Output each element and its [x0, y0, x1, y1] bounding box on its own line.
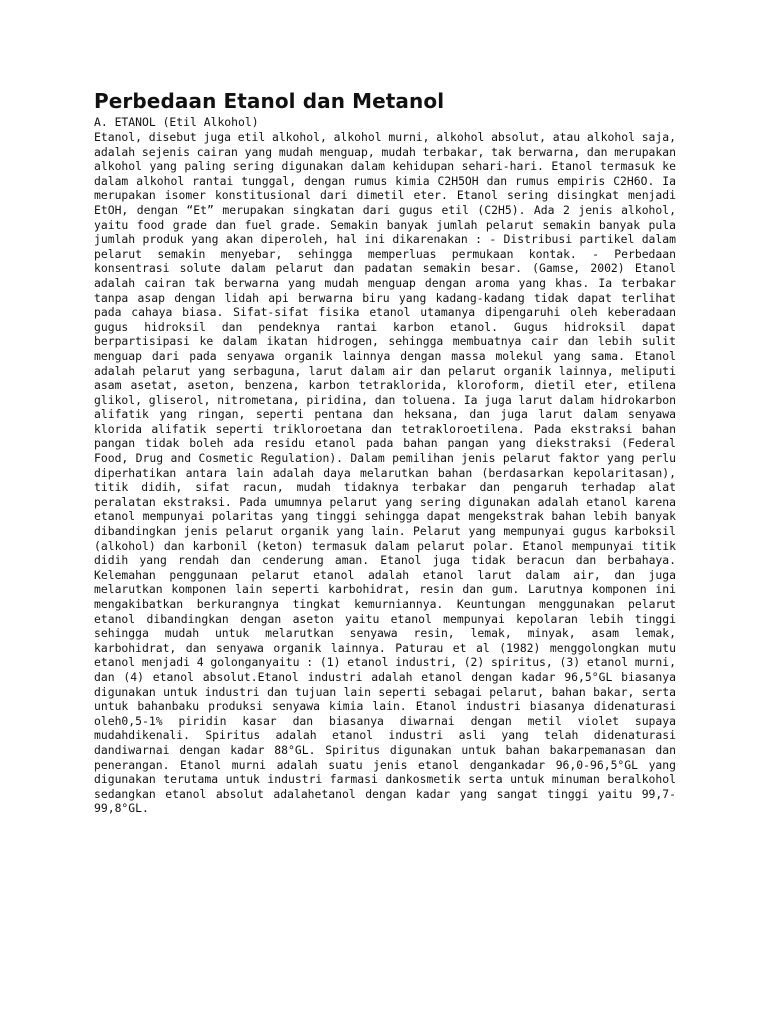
- section-heading: A. ETANOL (Etil Alkohol): [94, 115, 259, 129]
- body-paragraph: Etanol, disebut juga etil alkohol, alkohol murni, alkohol absolut, atau alkohol saja, adalah sejenis cairan yang mudah menguap, mudah terbakar, tak berwarna, dan merupakan alkohol yang paling sering digunakan dalam kehidupan sehari-hari. Etanol termasuk ke dalam alkohol rantai tunggal, dengan rumus kimia C2H5OH dan rumus empiris C2H6O. Ia merupakan isomer konstitusional dari dimetil eter. Etanol sering disingkat menjadi EtOH, dengan “Et” merupakan singkatan dari gugus etil (C2H5). Ada 2 jenis alkohol, yaitu food grade dan fuel grade. Semakin banyak jumlah pelarut semakin banyak pula jumlah produk yang akan diperoleh, hal ini dikarenakan : - Distribusi partikel dalam pelarut semakin menyebar, sehingga memperluas permukaan kontak. - Perbedaan konsentrasi solute dalam pelarut dan padatan semakin besar. (Gamse, 2002) Etanol adalah cairan tak berwarna yang mudah menguap dengan aroma yang khas. Ia terbakar tanpa asap dengan lidah api berwarna biru yang kadang-kadang tidak dapat terlihat pada cahaya biasa. Sifat-sifat fisika etanol utamanya dipengaruhi oleh keberadaan gugus hidroksil dan pendeknya rantai karbon etanol. Gugus hidroksil dapat berpartisipasi ke dalam ikatan hidrogen, sehingga membuatnya cair dan lebih sulit menguap dari pada senyawa organik lainnya dengan massa molekul yang sama. Etanol adalah pelarut yang serbaguna, larut dalam air dan pelarut organik lainnya, meliputi asam asetat, aseton, benzena, karbon tetraklorida, kloroform, dietil eter, etilena glikol, gliserol, nitrometana, piridina, dan toluena. Ia juga larut dalam hidrokarbon alifatik yang ringan, seperti pentana dan heksana, dan juga larut dalam senyawa klorida alifatik seperti trikloroetana dan tetrakloroetilena. Pada ekstraksi bahan pangan tidak boleh ada residu etanol pada bahan pangan yang diekstraksi (Federal Food, Drug and Cosmetic Regulation). Dalam pemilihan jenis pelarut faktor yang perlu diperhatikan antara lain adalah daya melarutkan bahan (berdasarkan kepolaritasan), titik didih, sifat racun, mudah tidaknya terbakar dan pengaruh terhadap alat peralatan ekstraksi. Pada umumnya pelarut yang sering digunakan adalah etanol karena etanol mempunyai polaritas yang tinggi sehingga dapat mengekstrak bahan lebih banyak dibandingkan jenis pelarut organik yang lain. Pelarut yang mempunyai gugus karboksil (alkohol) dan karbonil (keton) termasuk dalam pelarut polar. Etanol mempunyai titik didih yang rendah dan cenderung aman. Etanol juga tidak beracun dan berbahaya. Kelemahan penggunaan pelarut etanol adalah etanol larut dalam air, dan juga melarutkan komponen lain seperti karbohidrat, resin dan gum. Larutnya komponen ini mengakibatkan berkurangnya tingkat kemurniannya. Keuntungan menggunakan pelarut etanol dibandingkan dengan aseton yaitu etanol mempunyai kepolaran lebih tinggi sehingga mudah untuk melarutkan senyawa resin, lemak, minyak, asam lemak, karbohidrat, dan senyawa organik lainnya. Paturau et al (1982) menggolongkan mutu etanol menjadi 4 golonganyaitu : (1) etanol industri, (2) spiritus, (3) etanol murni, dan (4) etanol absolut.Etanol industri adalah etanol dengan kadar 96,5°GL biasanya digunakan untuk industri dan tujuan lain seperti sebagai pelarut, bahan bakar, serta untuk bahanbaku produksi senyawa kimia lain. Etanol industri biasanya didenaturasi oleh0,5-1% piridin kasar dan biasanya diwarnai dengan metil violet supaya mudahdikenali. Spiritus adalah etanol industri asli yang telah didenaturasi dandiwarnai dengan kadar 88°GL. Spiritus digunakan untuk bahan bakarpemanasan dan penerangan. Etanol murni adalah suatu jenis etanol dengankadar 96,0-96,5°GL yang digunakan terutama untuk industri farmasi dankosmetik serta untuk minuman beralkohol sedangkan etanol absolut adalahetanol dengan kadar yang sangat tinggi yaitu 99,7-99,8°GL.: [94, 130, 676, 816]
- document-title: Perbedaan Etanol dan Metanol: [94, 89, 445, 113]
- document-page: [94, 88, 676, 816]
